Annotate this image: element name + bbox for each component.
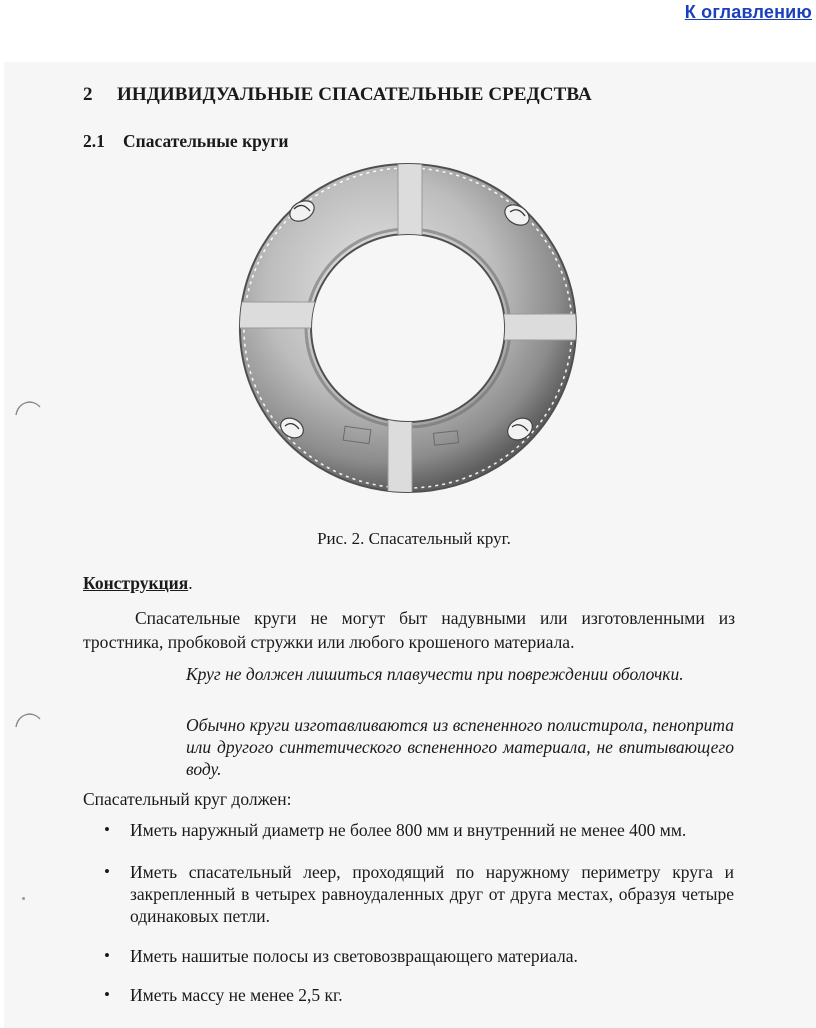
subsection-heading	[83, 131, 288, 152]
construction-heading	[83, 573, 193, 594]
list-item: • Иметь нашитые полосы из световозвращающего материала.	[104, 945, 734, 967]
construction-paragraph: Спасательные круги не могут быт надувными или изготовленными из тростника, пробковой стружки или любого крошеного материала.	[83, 608, 735, 652]
subsection-number: 2.1	[83, 131, 105, 151]
section-number: 2	[83, 84, 93, 105]
list-item: • Иметь наружный диаметр не более 800 мм и внутренний не менее 400 мм.	[104, 819, 734, 841]
construction-heading-suffix: .	[188, 573, 193, 593]
requirements-lead: Спасательный круг должен:	[83, 789, 292, 809]
list-item: • Иметь массу не менее 2,5 кг.	[104, 984, 734, 1006]
punch-hole-mark	[12, 705, 42, 735]
construction-heading-text: Конструкция	[83, 573, 189, 593]
requirements-list	[104, 819, 734, 1006]
figure-caption: Рис. 2. Спасательный круг.	[317, 529, 511, 548]
section-heading	[83, 84, 592, 106]
punch-hole-mark	[12, 393, 42, 423]
subsection-title: Спасательные круги	[123, 131, 289, 151]
note-buoyancy: Круг не должен лишиться плавучести при повреждении оболочки.	[186, 664, 684, 684]
section-title: ИНДИВИДУАЛЬНЫЕ СПАСАТЕЛЬНЫЕ СРЕДСТВА	[117, 84, 592, 105]
list-item: • Иметь спасательный леер, проходящий по наружному периметру круга и закрепленный в четырех равноудаленных друг от друга местах, образуя четыре одинаковых петли.	[104, 861, 734, 927]
lifebuoy-photo	[238, 162, 578, 494]
note-materials: Обычно круги изготавливаются из вспененного полистирола, пеноприта или другого синтетического вспененного материала, не впитывающего воду.	[186, 715, 734, 779]
toc-link[interactable]: К оглавлению	[684, 2, 812, 22]
scan-speck	[22, 897, 25, 900]
